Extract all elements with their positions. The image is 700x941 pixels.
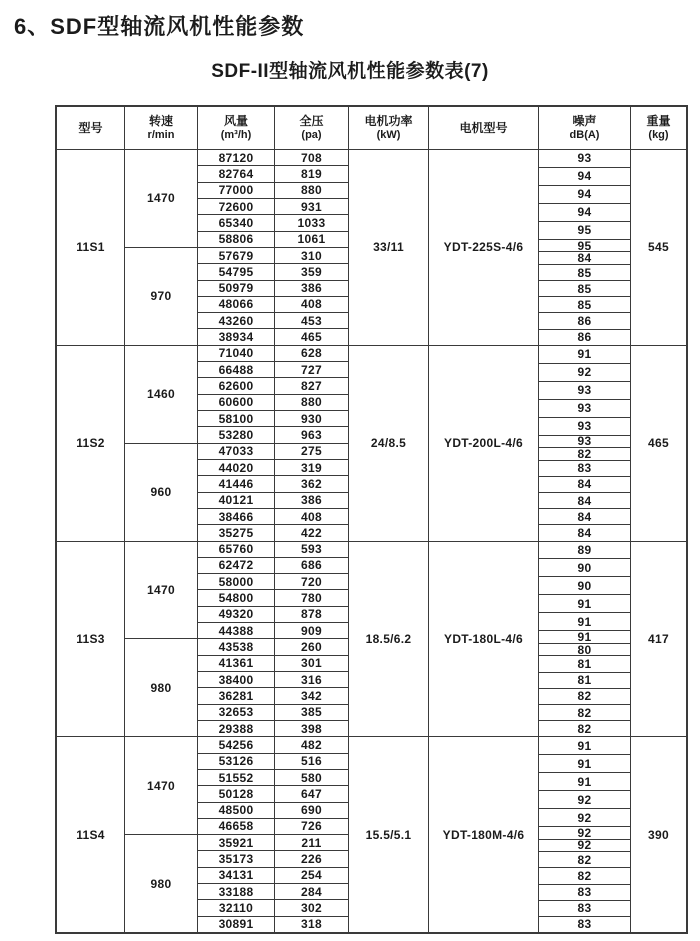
pressure-cell: 226	[275, 851, 348, 867]
header-pressure	[275, 107, 349, 149]
noise-cell: 84	[539, 493, 630, 509]
pressure-cell: 628	[275, 346, 348, 362]
pressure-cell: 878	[275, 607, 348, 623]
pressure-column	[275, 542, 349, 737]
power-column	[349, 150, 429, 345]
model-column	[57, 346, 125, 541]
power-column	[349, 737, 429, 932]
pressure-cell: 318	[301, 917, 322, 932]
noise-cell: 91	[539, 595, 630, 613]
noise-cell: 92	[539, 364, 630, 382]
table-block-11S2	[57, 346, 686, 542]
airflow-cell: 32110	[198, 900, 274, 916]
motor-cell: YDT-200L-4/6	[444, 436, 523, 451]
weight-column	[631, 542, 686, 737]
noise-cell: 91	[539, 773, 630, 791]
airflow-cell: 58000	[198, 574, 274, 590]
power-cell: 24/8.5	[370, 436, 407, 451]
pressure-cell: 310	[275, 248, 348, 264]
noise-cell: 92	[539, 809, 630, 827]
airflow-cell: 48500	[198, 803, 274, 819]
airflow-cell: 58806	[198, 232, 274, 248]
airflow-cell: 62600	[198, 378, 274, 394]
page-title: 6、SDF型轴流风机性能参数	[14, 14, 305, 39]
airflow-cell: 35173	[198, 851, 274, 867]
pressure-cell: 931	[275, 199, 348, 215]
pressure-cell: 319	[275, 460, 348, 476]
noise-cell: 81	[539, 673, 630, 689]
pressure-cell: 408	[275, 509, 348, 525]
header-power-unit: (kW)	[376, 128, 401, 141]
airflow-cell: 35275	[218, 525, 254, 540]
model-cell: 11S4	[76, 827, 105, 842]
header-pressure-label: 全压	[299, 113, 324, 128]
speed-cell: 1470	[125, 737, 197, 835]
noise-cell: 93	[539, 436, 630, 449]
airflow-cell: 43538	[198, 639, 274, 655]
speed-cell: 970	[150, 289, 172, 304]
motor-column	[429, 737, 539, 932]
header-noise	[539, 107, 631, 149]
noise-cell: 85	[539, 281, 630, 297]
model-cell: 11S2	[76, 436, 105, 451]
noise-cell: 84	[539, 477, 630, 493]
pressure-cell: 465	[301, 330, 322, 345]
noise-cell: 85	[539, 265, 630, 281]
noise-cell: 82	[539, 868, 630, 884]
table-block-11S3	[57, 542, 686, 738]
speed-cell: 1470	[125, 150, 197, 248]
speed-column	[125, 150, 198, 345]
noise-cell: 82	[577, 721, 592, 736]
airflow-cell: 53126	[198, 754, 274, 770]
airflow-cell: 54256	[198, 737, 274, 753]
pressure-cell: 284	[275, 884, 348, 900]
noise-cell: 89	[539, 542, 630, 560]
power-cell: 18.5/6.2	[365, 631, 412, 646]
noise-column	[539, 542, 631, 737]
header-weight	[631, 107, 686, 149]
header-airflow-label: 风量	[223, 113, 248, 128]
noise-cell: 84	[539, 509, 630, 525]
pressure-cell: 362	[275, 476, 348, 492]
airflow-cell: 49320	[198, 607, 274, 623]
pressure-cell: 386	[275, 281, 348, 297]
header-weight-label: 重量	[646, 113, 671, 128]
motor-column	[429, 346, 539, 541]
power-column	[349, 542, 429, 737]
airflow-cell: 38466	[198, 509, 274, 525]
pressure-column	[275, 150, 349, 345]
header-power-label: 电机功率	[364, 113, 413, 128]
airflow-cell: 36281	[198, 688, 274, 704]
speed-column	[125, 542, 198, 737]
pressure-cell: 302	[275, 900, 348, 916]
speed-cell: 980	[150, 876, 172, 891]
pressure-cell: 909	[275, 623, 348, 639]
noise-cell: 83	[577, 917, 592, 932]
header-noise-unit: dB(A)	[569, 128, 600, 141]
airflow-cell: 38400	[198, 672, 274, 688]
pressure-cell: 453	[275, 313, 348, 329]
airflow-cell: 54800	[198, 590, 274, 606]
airflow-cell: 58100	[198, 411, 274, 427]
pressure-cell: 408	[275, 297, 348, 313]
airflow-cell: 66488	[198, 362, 274, 378]
noise-cell: 83	[539, 901, 630, 917]
model-column	[57, 737, 125, 932]
pressure-cell: 580	[275, 770, 348, 786]
airflow-cell: 47033	[198, 444, 274, 460]
noise-cell: 93	[539, 150, 630, 168]
header-speed-unit: r/min	[147, 128, 175, 141]
pressure-cell: 720	[275, 574, 348, 590]
motor-cell: YDT-225S-4/6	[443, 240, 524, 255]
noise-cell: 83	[539, 461, 630, 477]
model-cell: 11S1	[76, 240, 105, 255]
pressure-cell: 727	[275, 362, 348, 378]
noise-cell: 81	[539, 656, 630, 672]
airflow-cell: 48066	[198, 297, 274, 313]
noise-cell: 92	[539, 840, 630, 853]
airflow-column	[198, 346, 275, 541]
noise-cell: 91	[539, 346, 630, 364]
speed-column	[125, 346, 198, 541]
power-cell: 15.5/5.1	[365, 827, 412, 842]
noise-cell: 84	[577, 525, 592, 540]
airflow-cell: 30891	[218, 917, 254, 932]
pressure-cell: 880	[275, 183, 348, 199]
airflow-cell: 32653	[198, 705, 274, 721]
airflow-cell: 71040	[198, 346, 274, 362]
airflow-cell: 82764	[198, 166, 274, 182]
airflow-cell: 40121	[198, 493, 274, 509]
noise-cell: 86	[577, 330, 592, 345]
noise-cell: 94	[539, 204, 630, 222]
airflow-column	[198, 737, 275, 932]
pressure-cell: 482	[275, 737, 348, 753]
noise-cell: 93	[539, 418, 630, 436]
weight-cell: 465	[648, 436, 669, 451]
noise-cell: 82	[539, 448, 630, 461]
pressure-cell: 1033	[275, 215, 348, 231]
airflow-cell: 38934	[218, 330, 254, 345]
noise-cell: 86	[539, 313, 630, 329]
header-airflow-unit: (m³/h)	[220, 128, 252, 141]
table-title: SDF-II型轴流风机性能参数表(7)	[211, 61, 489, 82]
speed-cell: 1470	[125, 542, 197, 640]
speed-cell: 1460	[125, 346, 197, 444]
header-speed-label: 转速	[148, 113, 173, 128]
pressure-column	[275, 737, 349, 932]
airflow-cell: 34131	[198, 868, 274, 884]
airflow-cell: 50979	[198, 281, 274, 297]
noise-cell: 92	[539, 791, 630, 809]
pressure-cell: 260	[275, 639, 348, 655]
pressure-cell: 963	[275, 427, 348, 443]
noise-cell: 85	[539, 297, 630, 313]
pressure-cell: 708	[275, 150, 348, 166]
header-motor-label: 电机型号	[459, 120, 508, 135]
noise-cell: 91	[539, 613, 630, 631]
airflow-column	[198, 542, 275, 737]
weight-cell: 417	[648, 631, 669, 646]
airflow-cell: 51552	[198, 770, 274, 786]
weight-column	[631, 737, 686, 932]
pressure-cell: 690	[275, 803, 348, 819]
pressure-cell: 827	[275, 378, 348, 394]
table-header-row	[57, 107, 686, 150]
airflow-cell: 43260	[198, 313, 274, 329]
weight-cell: 545	[648, 240, 669, 255]
noise-column	[539, 737, 631, 932]
pressure-cell: 819	[275, 166, 348, 182]
airflow-cell: 54795	[198, 264, 274, 280]
weight-column	[631, 346, 686, 541]
airflow-cell: 46658	[198, 819, 274, 835]
noise-cell: 93	[539, 382, 630, 400]
pressure-cell: 1061	[275, 232, 348, 248]
pressure-cell: 593	[275, 542, 348, 558]
noise-cell: 82	[539, 705, 630, 721]
airflow-cell: 53280	[198, 427, 274, 443]
pressure-cell: 386	[275, 493, 348, 509]
header-model	[57, 107, 125, 149]
header-power	[349, 107, 429, 149]
header-model-label: 型号	[78, 120, 103, 135]
airflow-cell: 50128	[198, 786, 274, 802]
noise-cell: 93	[539, 400, 630, 418]
pressure-cell: 398	[301, 721, 322, 736]
motor-cell: YDT-180L-4/6	[444, 631, 523, 646]
pressure-cell: 254	[275, 868, 348, 884]
table-block-11S4	[57, 737, 686, 932]
pressure-cell: 930	[275, 411, 348, 427]
header-weight-unit: (kg)	[648, 128, 669, 141]
airflow-cell: 57679	[198, 248, 274, 264]
noise-cell: 83	[539, 885, 630, 901]
header-pressure-unit: (pa)	[301, 128, 322, 141]
pressure-cell: 301	[275, 656, 348, 672]
noise-cell: 82	[539, 852, 630, 868]
noise-cell: 91	[539, 755, 630, 773]
airflow-cell: 44388	[198, 623, 274, 639]
speed-cell: 980	[150, 680, 172, 695]
pressure-cell: 316	[275, 672, 348, 688]
noise-cell: 82	[539, 689, 630, 705]
header-noise-label: 噪声	[572, 113, 597, 128]
header-speed	[125, 107, 198, 149]
noise-cell: 95	[539, 222, 630, 240]
airflow-cell: 65340	[198, 215, 274, 231]
airflow-cell: 87120	[198, 150, 274, 166]
noise-cell: 90	[539, 577, 630, 595]
speed-column	[125, 737, 198, 932]
airflow-column	[198, 150, 275, 345]
airflow-cell: 44020	[198, 460, 274, 476]
airflow-cell: 62472	[198, 558, 274, 574]
header-motor	[429, 107, 539, 149]
motor-column	[429, 542, 539, 737]
model-column	[57, 150, 125, 345]
airflow-cell: 60600	[198, 395, 274, 411]
airflow-cell: 41446	[198, 476, 274, 492]
power-cell: 33/11	[373, 240, 404, 255]
pressure-cell: 211	[275, 835, 348, 851]
airflow-cell: 35921	[198, 835, 274, 851]
model-cell: 11S3	[76, 631, 105, 646]
airflow-cell: 33188	[198, 884, 274, 900]
pressure-cell: 686	[275, 558, 348, 574]
motor-cell: YDT-180M-4/6	[442, 827, 525, 842]
noise-column	[539, 150, 631, 345]
pressure-cell: 647	[275, 786, 348, 802]
airflow-cell: 72600	[198, 199, 274, 215]
noise-cell: 84	[539, 252, 630, 265]
pressure-cell: 385	[275, 705, 348, 721]
noise-column	[539, 346, 631, 541]
noise-cell: 91	[539, 737, 630, 755]
speed-cell: 960	[150, 485, 172, 500]
header-airflow	[198, 107, 275, 149]
noise-cell: 90	[539, 559, 630, 577]
noise-cell: 94	[539, 186, 630, 204]
pressure-cell: 516	[275, 754, 348, 770]
pressure-column	[275, 346, 349, 541]
pressure-cell: 422	[301, 525, 322, 540]
pressure-cell: 342	[275, 688, 348, 704]
noise-cell: 94	[539, 168, 630, 186]
noise-cell: 80	[539, 644, 630, 657]
airflow-cell: 29388	[218, 721, 254, 736]
pressure-cell: 880	[275, 395, 348, 411]
pressure-cell: 780	[275, 590, 348, 606]
noise-cell: 91	[539, 631, 630, 644]
airflow-cell: 77000	[198, 183, 274, 199]
model-column	[57, 542, 125, 737]
noise-cell: 92	[539, 827, 630, 840]
pressure-cell: 726	[275, 819, 348, 835]
airflow-cell: 41361	[198, 656, 274, 672]
pressure-cell: 359	[275, 264, 348, 280]
performance-table	[55, 105, 688, 934]
power-column	[349, 346, 429, 541]
weight-column	[631, 150, 686, 345]
airflow-cell: 65760	[198, 542, 274, 558]
noise-cell: 95	[539, 240, 630, 253]
pressure-cell: 275	[275, 444, 348, 460]
motor-column	[429, 150, 539, 345]
table-block-11S1	[57, 150, 686, 346]
weight-cell: 390	[648, 827, 669, 842]
